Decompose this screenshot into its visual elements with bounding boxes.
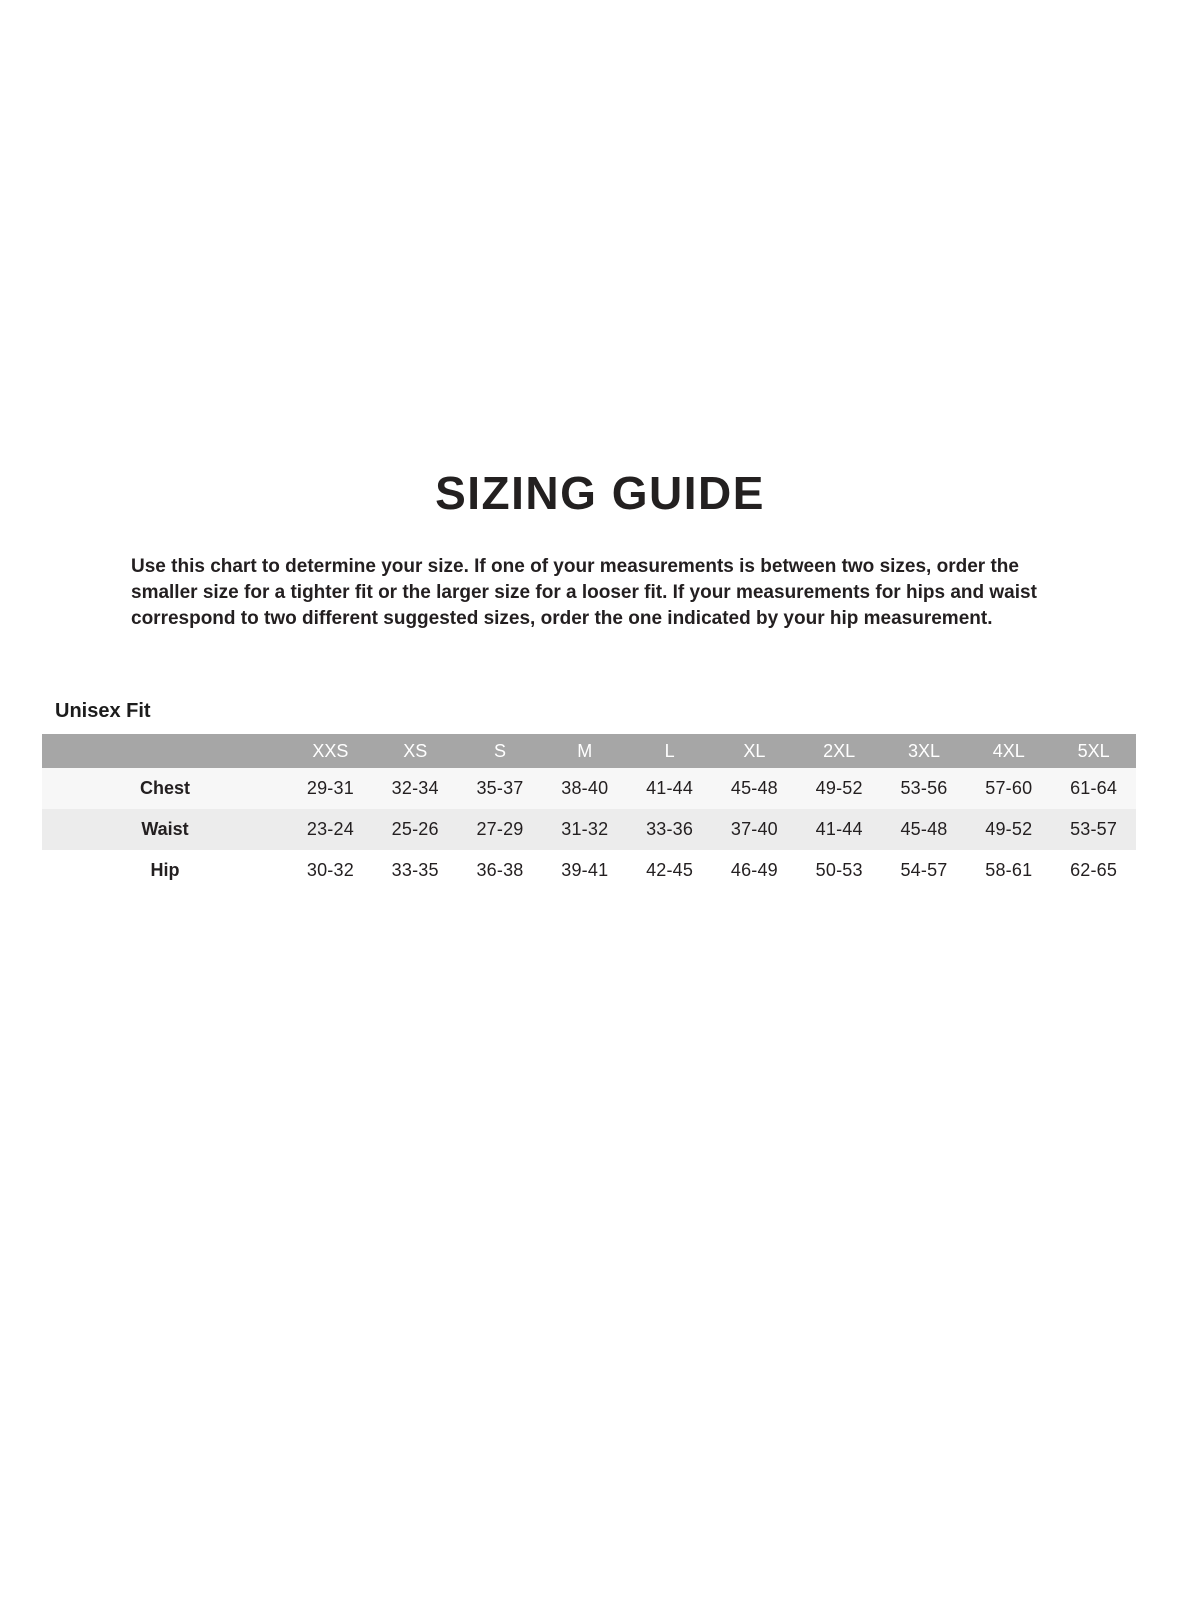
size-chart-body [42,768,1136,891]
waist-value: 23-24 [306,819,354,840]
waist-value: 31-32 [561,819,609,840]
row-label-hip: Hip [150,860,180,881]
header-cell-size: 5XL [1051,734,1136,768]
chest-value: 38-40 [561,778,609,799]
header-cell-size: 2XL [797,734,882,768]
page-title: SIZING GUIDE [435,467,765,519]
header-cell-empty [42,734,288,768]
header-cell-size: XL [712,734,797,768]
hip-value: 36-38 [476,860,524,881]
header-cell-size: M [542,734,627,768]
waist-value: 27-29 [476,819,524,840]
waist-value: 41-44 [815,819,863,840]
chest-value: 49-52 [815,778,863,799]
hip-value: 33-35 [391,860,439,881]
header-cell-size: S [458,734,543,768]
header-cell-size: XXS [288,734,373,768]
header-cell-size: 3XL [882,734,967,768]
hip-value: 62-65 [1070,860,1118,881]
waist-value: 49-52 [985,819,1033,840]
size-chart-table [42,734,1136,891]
row-label-chest: Chest [139,778,190,799]
header-cell-size: XS [373,734,458,768]
header-row [42,734,1136,768]
table-row-chest [42,768,1136,809]
hip-value: 42-45 [646,860,694,881]
chest-value: 61-64 [1070,778,1118,799]
chest-value: 45-48 [730,778,778,799]
hip-value: 58-61 [985,860,1033,881]
header-cell-size: 4XL [966,734,1051,768]
hip-value: 46-49 [730,860,778,881]
waist-value: 53-57 [1070,819,1118,840]
chest-value: 41-44 [646,778,694,799]
chest-value: 57-60 [985,778,1033,799]
table-row-waist [42,809,1136,850]
table-row-hip [42,850,1136,891]
waist-value: 45-48 [900,819,948,840]
chest-value: 35-37 [476,778,524,799]
size-chart-header [42,734,1136,768]
section-title-unisex-fit: Unisex Fit [55,700,151,723]
chest-value: 53-56 [900,778,948,799]
header-cell-size: L [627,734,712,768]
waist-value: 37-40 [730,819,778,840]
waist-value: 25-26 [391,819,439,840]
hip-value: 50-53 [815,860,863,881]
intro-text: Use this chart to determine your size. If one of your measurements is between two sizes, order the smaller size for a tighter fit or the larger size for a looser fit. If your measurements for hips and waist correspond to two different suggested sizes, order the one indicated by your hip measurement. [131,556,1037,630]
waist-value: 33-36 [646,819,694,840]
chest-value: 29-31 [306,778,354,799]
row-label-waist: Waist [141,819,189,840]
hip-value: 39-41 [561,860,609,881]
hip-value: 30-32 [306,860,354,881]
hip-value: 54-57 [900,860,948,881]
chest-value: 32-34 [391,778,439,799]
